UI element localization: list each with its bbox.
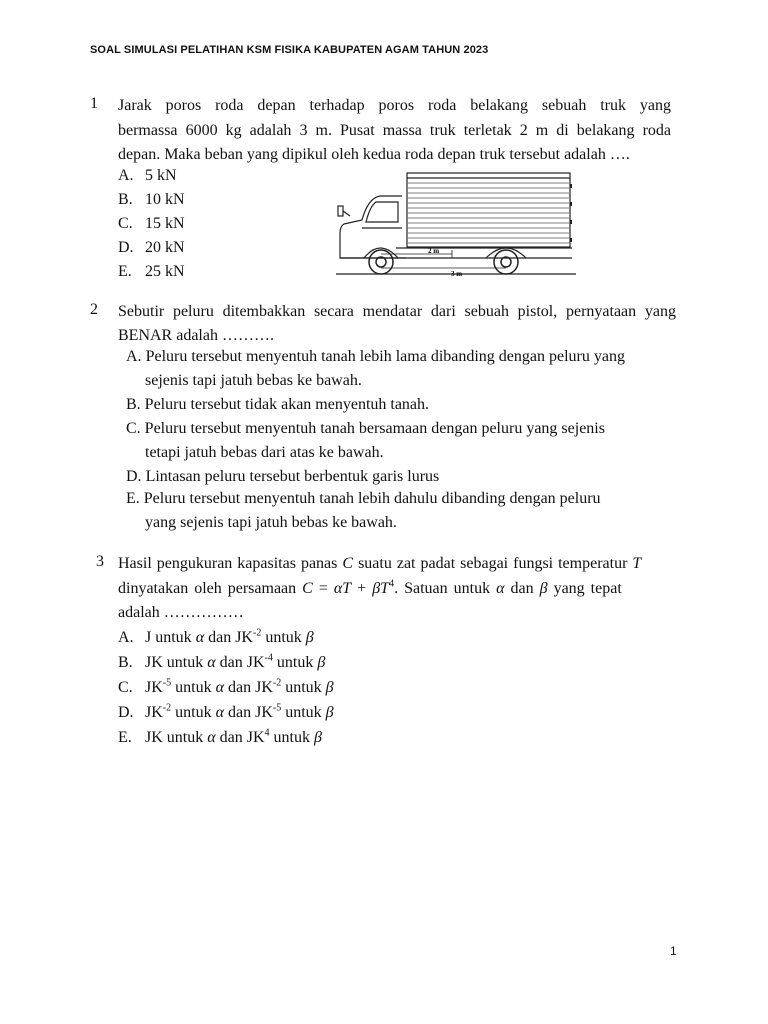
beta-symbol: β bbox=[317, 654, 326, 671]
eq-c: C bbox=[302, 580, 313, 597]
option-label: C. bbox=[118, 679, 133, 696]
eq-t: T bbox=[342, 580, 352, 597]
option-text: Peluru tersebut menyentuh tanah lebih lama dibanding dengan peluru yang bbox=[145, 348, 625, 365]
q2-option-a-cont: sejenis tapi jatuh bebas ke bawah. bbox=[145, 372, 362, 389]
text: untuk bbox=[272, 654, 318, 671]
q2-line-2: BENAR adalah ………. bbox=[118, 327, 274, 344]
option-label: D. bbox=[126, 468, 142, 485]
q1-line-1: Jarak poros roda depan terhadap poros roda belakang sebuah truk yang bbox=[118, 97, 671, 114]
unit-alpha-exp: -2 bbox=[162, 702, 172, 714]
alpha-symbol: α bbox=[207, 729, 216, 746]
eq-sign: = bbox=[312, 580, 334, 597]
q1-option-d bbox=[118, 236, 185, 260]
q1-line-2: bermassa 6000 kg adalah 3 m. Pusat massa truk terletak 2 m di belakang roda bbox=[118, 121, 671, 139]
q2-option-d bbox=[126, 465, 439, 489]
beta-symbol: β bbox=[325, 704, 334, 721]
q3-option-b bbox=[118, 651, 325, 675]
q2-option-e-cont: yang sejenis tapi jatuh bebas ke bawah. bbox=[145, 514, 397, 531]
text: untuk bbox=[281, 704, 326, 721]
unit-beta-exp: 4 bbox=[264, 727, 270, 739]
q1-option-b bbox=[118, 188, 185, 212]
unit-alpha: JK bbox=[145, 729, 163, 746]
option-label: E. bbox=[118, 263, 132, 280]
unit-alpha: JK bbox=[145, 679, 163, 696]
beta-symbol: β bbox=[305, 629, 314, 646]
text: dan bbox=[215, 654, 247, 671]
q1-option-c bbox=[118, 212, 185, 236]
text: untuk bbox=[171, 704, 216, 721]
q2-option-a bbox=[126, 345, 625, 369]
option-text: 15 kN bbox=[145, 215, 185, 232]
text: suatu zat padat sebagai fungsi temperatur bbox=[353, 555, 633, 572]
page-number: 1 bbox=[670, 944, 677, 958]
unit-beta-exp: -2 bbox=[272, 677, 282, 689]
q2-number: 2 bbox=[90, 301, 98, 318]
unit-beta: JK bbox=[255, 704, 273, 721]
unit-alpha: J bbox=[145, 629, 152, 646]
text: untuk bbox=[281, 679, 326, 696]
option-label: A. bbox=[118, 167, 134, 184]
unit-alpha: JK bbox=[145, 654, 163, 671]
equation bbox=[302, 580, 394, 597]
text: untuk bbox=[171, 679, 216, 696]
q3-option-e bbox=[118, 726, 322, 750]
q3-option-c bbox=[118, 676, 334, 700]
option-text: Lintasan peluru tersebut berbentuk garis lurus bbox=[145, 468, 440, 485]
option-text: 20 kN bbox=[145, 239, 185, 256]
option-text: 5 kN bbox=[145, 167, 177, 184]
beta-symbol: β bbox=[313, 729, 322, 746]
option-label: A. bbox=[118, 629, 134, 646]
q3-line-3: adalah …………… bbox=[118, 604, 244, 621]
var-t: T bbox=[632, 555, 642, 572]
text: dinyatakan oleh persamaan bbox=[118, 580, 303, 597]
q1-number: 1 bbox=[90, 95, 98, 112]
alpha-symbol: α bbox=[496, 580, 505, 597]
q3-line-1 bbox=[118, 552, 674, 577]
q2-option-c bbox=[126, 417, 605, 441]
option-label: B. bbox=[126, 396, 141, 413]
unit-beta-exp: -5 bbox=[272, 702, 282, 714]
q2-option-b bbox=[126, 393, 429, 417]
option-label: A. bbox=[126, 348, 142, 365]
q3-line-2 bbox=[118, 577, 674, 602]
text: dan bbox=[223, 704, 256, 721]
q1-line-3: depan. Maka beban yang dipikul oleh kedua roda depan truk tersebut adalah …. bbox=[118, 146, 630, 163]
q3-option-d bbox=[118, 701, 334, 725]
unit-beta: JK bbox=[255, 679, 273, 696]
text: Hasil pengukuran kapasitas panas bbox=[118, 555, 343, 572]
text: untuk bbox=[261, 629, 306, 646]
eq-plus: + bbox=[351, 580, 373, 597]
option-label: D. bbox=[118, 239, 134, 256]
unit-alpha: JK bbox=[145, 704, 163, 721]
text: yang tepat bbox=[547, 580, 622, 597]
q2-line-1: Sebutir peluru ditembakkan secara mendatar dari sebuah pistol, pernyataan yang bbox=[118, 303, 676, 320]
unit-alpha-exp: -5 bbox=[162, 677, 172, 689]
var-c: C bbox=[342, 555, 354, 572]
text: untuk bbox=[162, 729, 208, 746]
label-3m: 3 m bbox=[451, 270, 463, 278]
option-text: Peluru tersebut menyentuh tanah lebih dahulu dibanding dengan peluru bbox=[143, 490, 601, 507]
option-label: B. bbox=[118, 654, 133, 671]
rear-wheel bbox=[494, 250, 518, 274]
alpha-symbol: α bbox=[207, 654, 216, 671]
option-text: Peluru tersebut tidak akan menyentuh tanah. bbox=[144, 396, 430, 413]
alpha-symbol: α bbox=[333, 580, 343, 597]
unit-beta: JK bbox=[235, 629, 253, 646]
eq-t: T bbox=[380, 580, 390, 597]
text: dan bbox=[204, 629, 236, 646]
eq-exponent: 4 bbox=[389, 578, 395, 590]
option-label: C. bbox=[126, 420, 141, 437]
option-text: 25 kN bbox=[145, 263, 185, 280]
text: untuk bbox=[151, 629, 196, 646]
text: untuk bbox=[269, 729, 314, 746]
option-label: E. bbox=[126, 490, 140, 507]
q3-number: 3 bbox=[96, 553, 104, 570]
truck-figure bbox=[336, 170, 576, 282]
unit-beta-exp: -2 bbox=[252, 627, 262, 639]
q1-option-a bbox=[118, 164, 177, 188]
text: dan bbox=[223, 679, 256, 696]
option-label: E. bbox=[118, 729, 132, 746]
unit-beta-exp: -4 bbox=[264, 652, 273, 664]
option-label: D. bbox=[118, 704, 134, 721]
unit-beta: JK bbox=[246, 654, 265, 671]
beta-symbol: β bbox=[325, 679, 334, 696]
label-2m: 2 m bbox=[428, 247, 440, 255]
text: dan bbox=[504, 580, 540, 597]
page-header: SOAL SIMULASI PELATIHAN KSM FISIKA KABUPATEN AGAM TAHUN 2023 bbox=[90, 44, 489, 56]
q3-option-a bbox=[118, 626, 314, 650]
q2-option-e bbox=[126, 487, 601, 511]
option-label: C. bbox=[118, 215, 133, 232]
alpha-symbol: α bbox=[215, 704, 224, 721]
text: untuk bbox=[162, 654, 208, 671]
alpha-symbol: α bbox=[195, 629, 205, 646]
option-text: 10 kN bbox=[145, 191, 185, 208]
q1-option-e bbox=[118, 260, 185, 284]
unit-beta: JK bbox=[246, 729, 265, 746]
beta-symbol: β bbox=[372, 580, 381, 597]
option-label: B. bbox=[118, 191, 133, 208]
beta-symbol: β bbox=[539, 580, 548, 597]
option-text: Peluru tersebut menyentuh tanah bersamaan dengan peluru yang sejenis bbox=[144, 420, 605, 437]
q2-option-c-cont: tetapi jatuh bebas dari atas ke bawah. bbox=[145, 444, 384, 461]
alpha-symbol: α bbox=[215, 679, 224, 696]
text: . Satuan untuk bbox=[394, 580, 497, 597]
text: dan bbox=[215, 729, 247, 746]
